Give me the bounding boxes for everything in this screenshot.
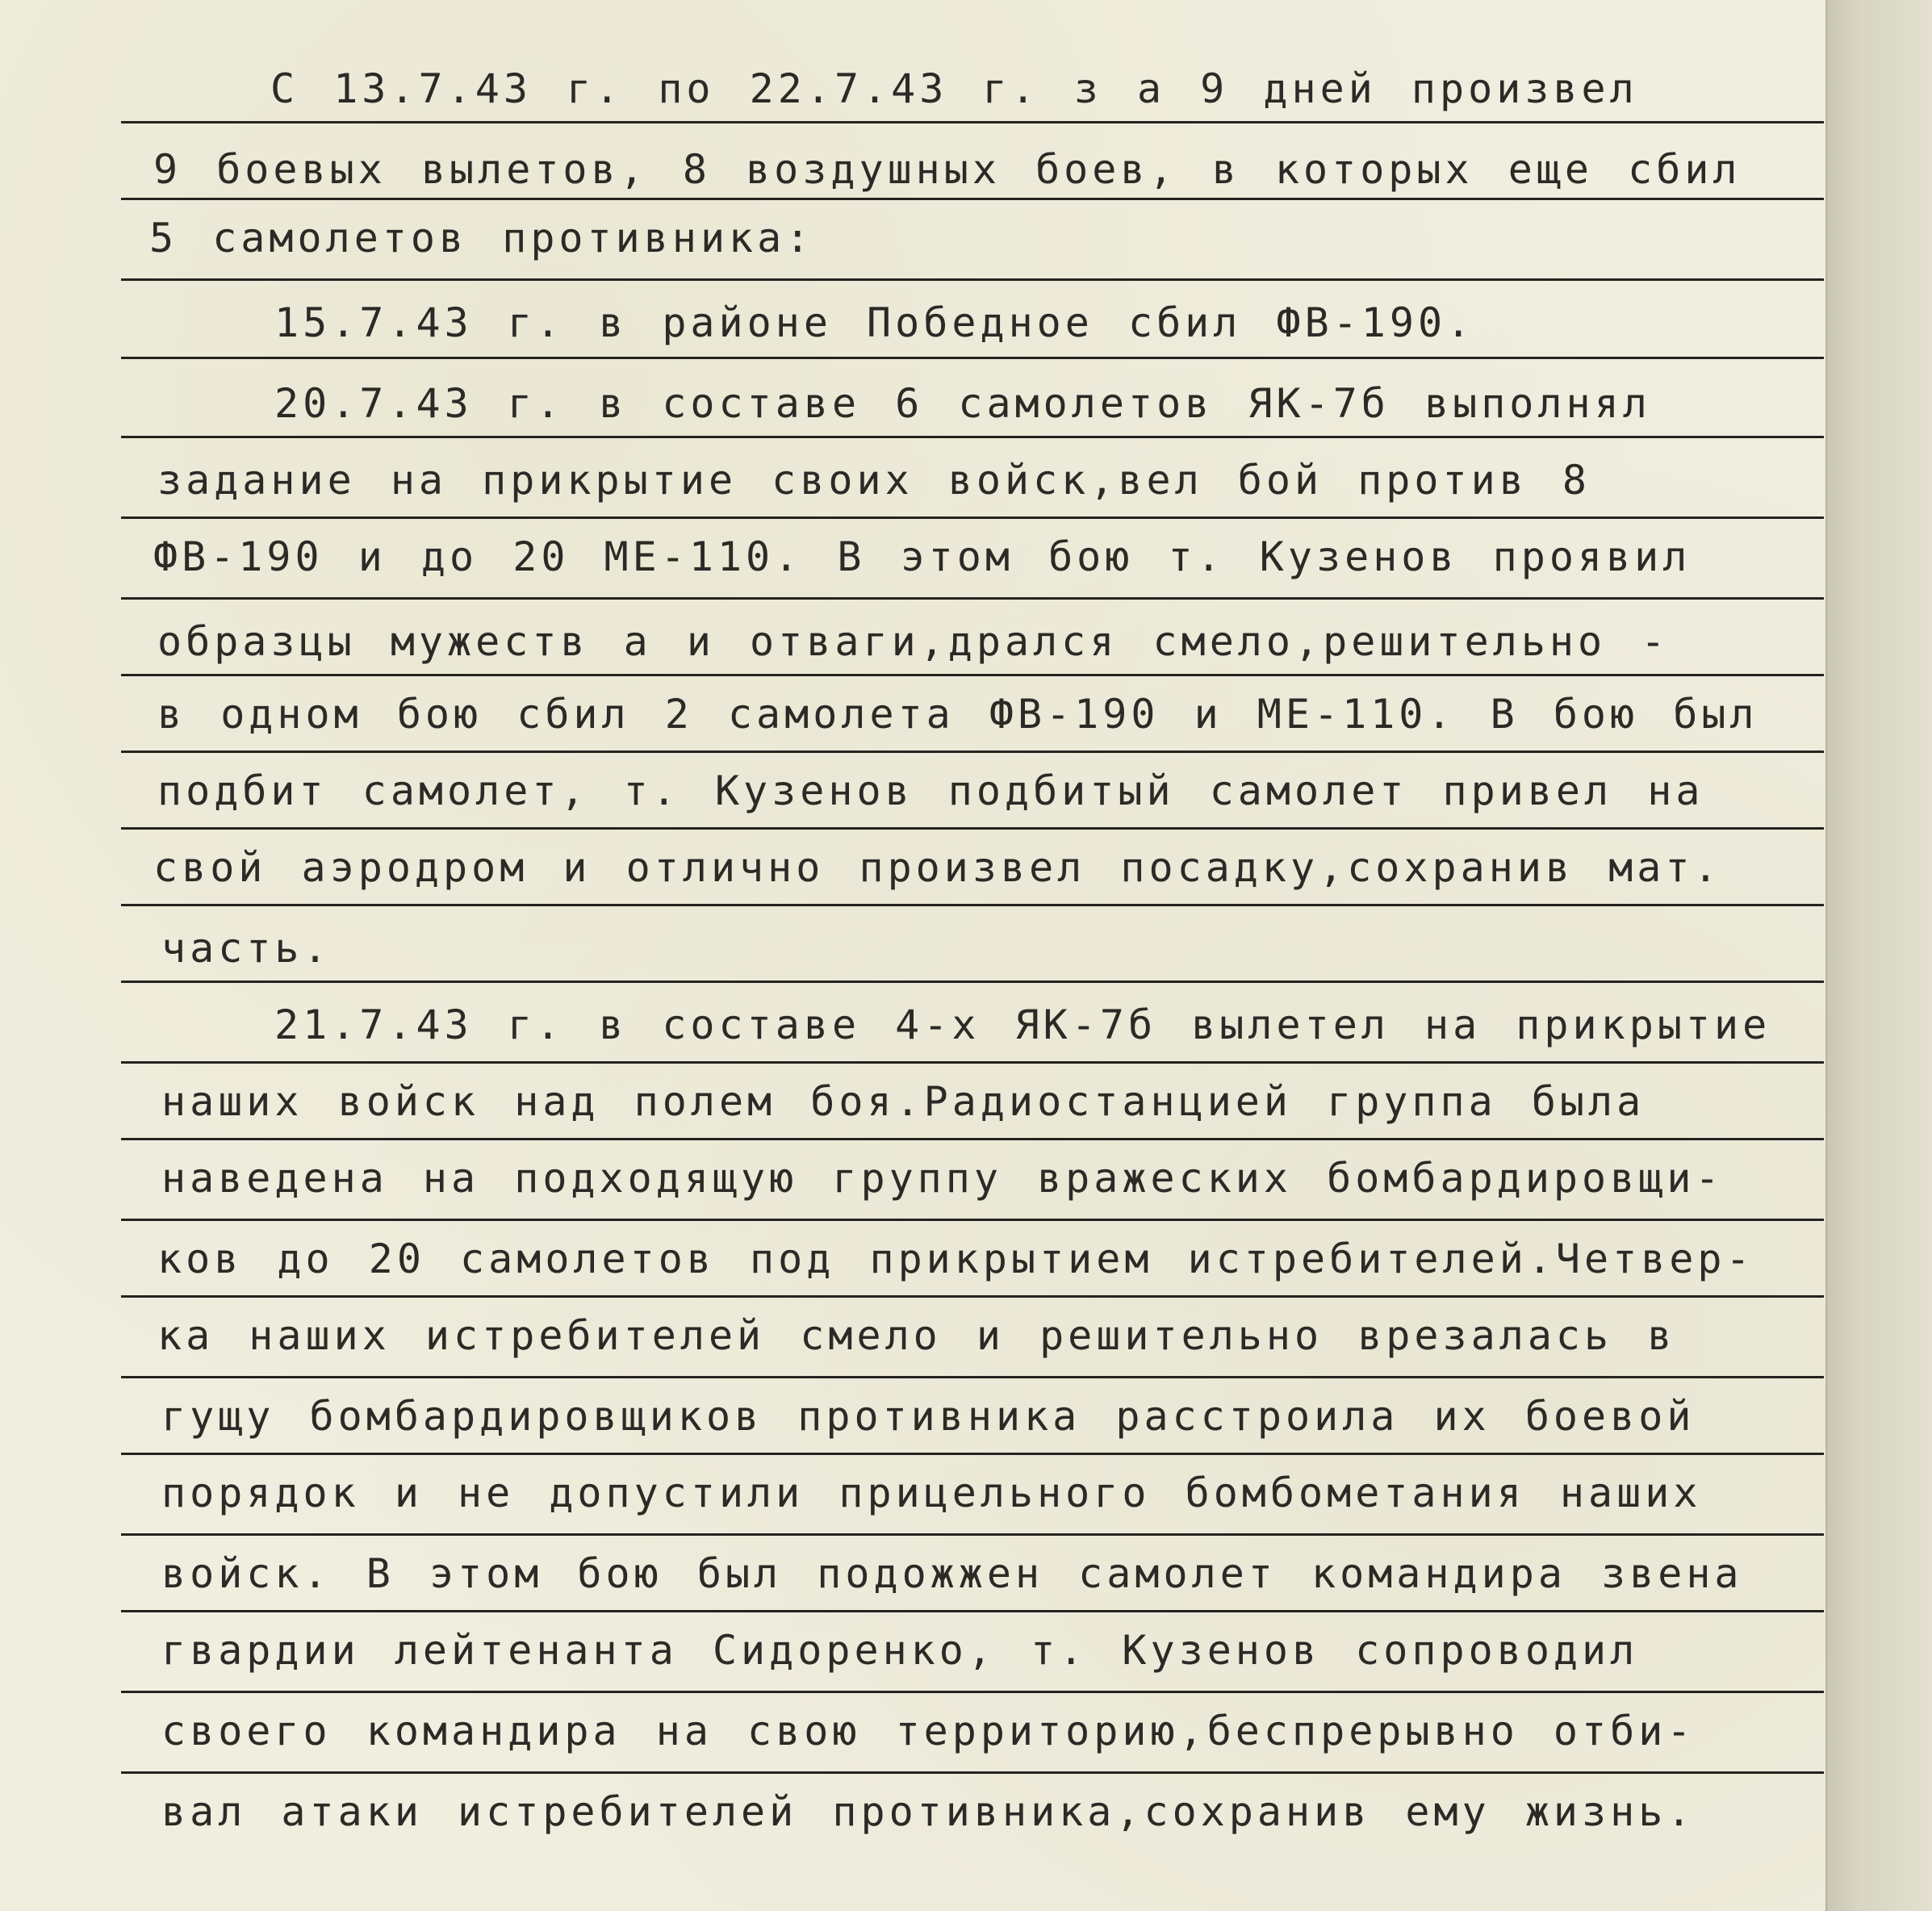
text-line: 9 боевых вылетов, 8 воздушных боев, в которых еще сбил [153,146,1742,193]
text-line: часть. [161,925,332,972]
ruled-line [121,121,1824,123]
text-line: образцы мужеств а и отваги,дрался смело,решительно - [157,618,1670,665]
text-line: свой аэродром и отлично произвел посадку,сохранив мат. [153,844,1722,891]
ruled-line [121,904,1824,906]
text-line: С 13.7.43 г. по 22.7.43 г. з а 9 дней произвел [270,65,1638,112]
text-line: 15.7.43 г. в районе Победное сбил ФВ-190. [274,299,1475,346]
text-line: гущу бомбардировщиков противника расстроила их боевой [161,1393,1696,1440]
ruled-line [121,674,1824,676]
ruled-line [121,1376,1824,1378]
ruled-line [121,1138,1824,1140]
ruled-line [121,198,1824,200]
ruled-line [121,357,1824,359]
text-line: наведена на подходящую группу вражеских бомбардировщи- [161,1155,1724,1202]
text-line: вал атаки истребителей противника,сохранив ему жизнь. [161,1788,1696,1835]
ruled-line [121,1295,1824,1298]
ruled-line [121,516,1824,519]
text-line: наших войск над полем боя.Радиостанцией группа была [161,1078,1646,1125]
ruled-line [121,751,1824,753]
ruled-line [121,1453,1824,1455]
text-line: задание на прикрытие своих войск,вел бой против 8 [157,457,1591,504]
ruled-line [121,597,1824,600]
text-line: в одном бою сбил 2 самолета ФВ-190 и МЕ-110. В бою был [157,691,1758,738]
ruled-line [121,436,1824,438]
ruled-line [121,1771,1824,1774]
ruled-line [121,1533,1824,1536]
text-line: ков до 20 самолетов под прикрытием истребителей.Четвер- [157,1236,1754,1282]
ruled-line [121,278,1824,281]
text-line: подбит самолет, т. Кузенов подбитый самолет привел на [157,767,1704,814]
text-line: ФВ-190 и до 20 МЕ-110. В этом бою т. Кузенов проявил [153,533,1692,580]
text-line: порядок и не допустили прицельного бомбометания наших [161,1470,1702,1516]
ruled-line [121,1219,1824,1221]
text-line: гвардии лейтенанта Сидоренко, т. Кузенов сопроводил [161,1627,1639,1674]
text-line: ка наших истребителей смело и решительно врезалась в [157,1312,1676,1359]
ruled-line [121,1061,1824,1064]
text-line: войск. В этом бою был подожжен самолет командира звена [161,1550,1743,1597]
ruled-line [121,1691,1824,1693]
text-line: 20.7.43 г. в составе 6 самолетов ЯК-7б выполнял [274,380,1651,427]
ruled-line [121,981,1824,983]
ruled-line [121,827,1824,830]
text-line: 5 самолетов противника: [149,215,814,261]
text-line: 21.7.43 г. в составе 4-х ЯК-7б вылетел на прикрытие [274,1001,1771,1048]
text-line: своего командира на свою территорию,беспрерывно отби- [161,1708,1696,1754]
ruled-line [121,1610,1824,1612]
